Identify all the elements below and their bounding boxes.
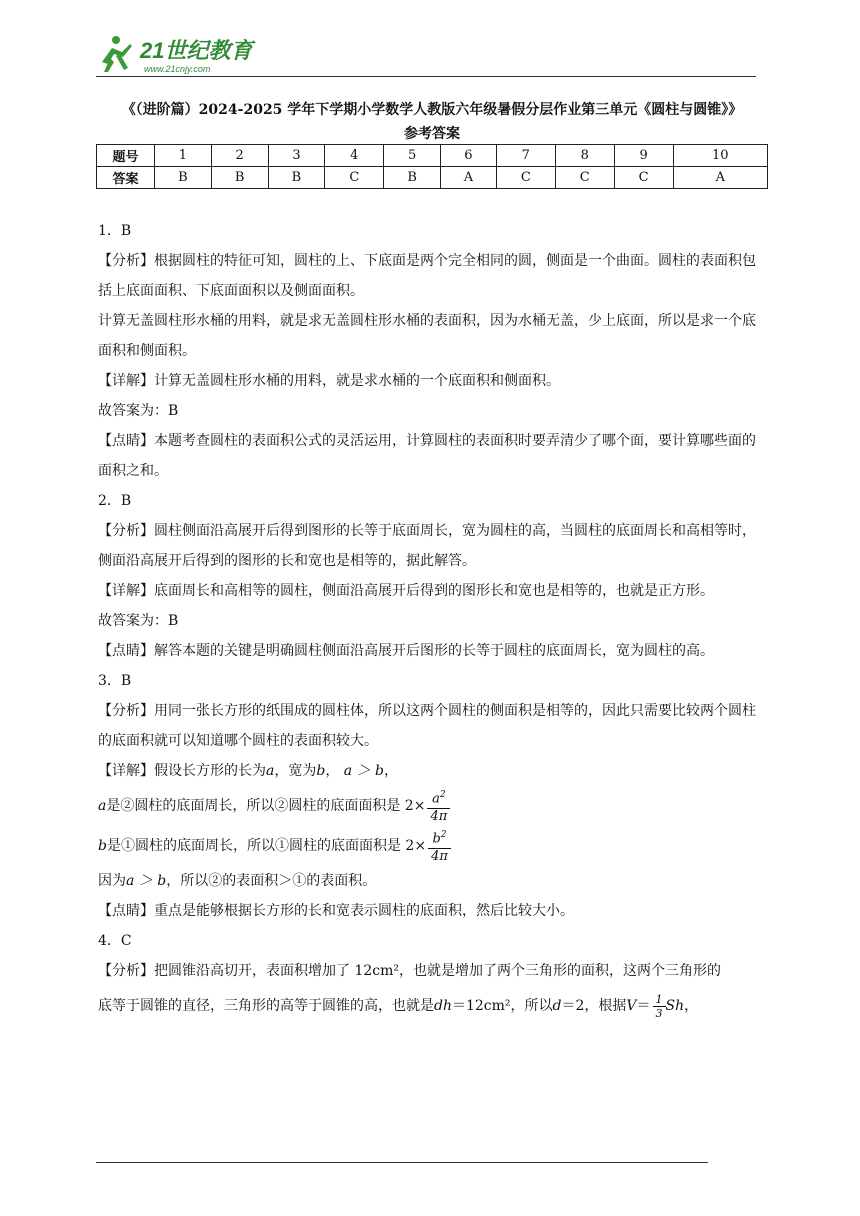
header-divider [96, 76, 756, 77]
table-row-numbers [97, 145, 768, 167]
table-header-cell: 答案 [97, 167, 155, 189]
table-cell: 8 [555, 145, 614, 167]
q3-line-a: a是②圆柱的底面周长，所以②圆柱的底面面积是 2× $\frac{a^2}{4\pi}$ [98, 786, 766, 826]
question-4-head: 4．C [98, 933, 132, 949]
table-cell: B [384, 167, 441, 189]
q1-detail: 【详解】计算无盖圆柱形水桶的用料，就是求水桶的一个底面积和侧面积。 [98, 373, 560, 389]
q2-answer: 故答案为：B [98, 613, 179, 629]
table-cell: C [496, 167, 555, 189]
table-cell: A [441, 167, 497, 189]
site-logo [96, 32, 266, 76]
document-title [96, 98, 768, 146]
table-cell: 10 [673, 145, 767, 167]
q3-comment: 【点睛】重点是能够根据长方形的长和宽表示圆柱的底面积，然后比较大小。 [98, 903, 574, 919]
q1-answer: 故答案为：B [98, 403, 179, 419]
svg-text:www.21cnjy.com: www.21cnjy.com [144, 64, 211, 74]
table-cell: 5 [384, 145, 441, 167]
q1-analysis-cont: 计算无盖圆柱形水桶的用料，就是求无盖圆柱形水桶的表面积，因为水桶无盖，少上底面，所以是求一个底面积和侧面积。 [98, 313, 756, 359]
q2-analysis: 【分析】圆柱侧面沿高展开后得到图形的长等于底面周长，宽为圆柱的高，当圆柱的底面周长和高相等时，侧面沿高展开后得到的图形的长和宽也是相等的，据此解答。 [98, 523, 756, 569]
table-header-cell: 题号 [97, 145, 155, 167]
table-cell: 7 [496, 145, 555, 167]
table-cell: B [211, 167, 268, 189]
q1-comment: 【点睛】本题考查圆柱的表面积公式的灵活运用，计算圆柱的表面积时要弄清少了哪个面，要计算哪些面的面积之和。 [98, 433, 756, 479]
answer-table [96, 144, 768, 189]
fraction: $\frac{b^2}{4\pi}$ [428, 827, 451, 864]
table-cell: C [555, 167, 614, 189]
fraction: $\frac{a^2}{4\pi}$ [427, 787, 450, 824]
table-cell: 6 [441, 145, 497, 167]
q3-line-b: b是①圆柱的底面周长，所以①圆柱的底面面积是 2× $\frac{b^2}{4\pi}$ [98, 826, 766, 866]
question-3-head: 3．B [98, 673, 132, 689]
table-cell: 1 [155, 145, 212, 167]
title-line-1: 《（进阶篇）2024-2025 学年下学期小学数学人教版六年级暑假分层作业第三单元《圆柱与圆锥》》 [121, 102, 743, 118]
footer-divider [96, 1162, 708, 1163]
question-2-head: 2．B [98, 493, 132, 509]
q4-analysis: 【分析】把圆锥沿高切开，表面积增加了 12cm²，也就是增加了两个三角形的面积，这两个三角形的 [98, 963, 721, 979]
q3-analysis: 【分析】用同一张长方形的纸围成的圆柱体，所以这两个圆柱的侧面积是相等的，因此只需要比较两个圆柱的底面积就可以知道哪个圆柱的表面积较大。 [98, 703, 756, 749]
table-cell: C [325, 167, 384, 189]
fraction: $\frac{1}{3}$ [653, 993, 666, 1020]
q1-analysis: 【分析】根据圆柱的特征可知，圆柱的上、下底面是两个完全相同的圆，侧面是一个曲面。圆柱的表面积包括上底面面积、下底面面积以及侧面面积。 [98, 253, 756, 299]
table-cell: B [268, 167, 325, 189]
page-header [96, 32, 756, 78]
answer-content [98, 216, 766, 1026]
title-line-2: 参考答案 [404, 126, 460, 142]
table-cell: 3 [268, 145, 325, 167]
table-cell: A [673, 167, 767, 189]
q3-because: 因为a ＞ b，所以②的表面积＞①的表面积。 [98, 873, 377, 889]
table-cell: 9 [614, 145, 673, 167]
table-cell: 4 [325, 145, 384, 167]
table-cell: 2 [211, 145, 268, 167]
svg-text:21世纪教育: 21世纪教育 [140, 38, 253, 63]
q3-detail: 【详解】假设长方形的长为a，宽为b， a ＞ b， [98, 763, 398, 779]
question-1-head: 1．B [98, 223, 132, 239]
q2-comment: 【点睛】解答本题的关键是明确圆柱侧面沿高展开后图形的长等于圆柱的底面周长，宽为圆柱的高。 [98, 643, 714, 659]
table-cell: C [614, 167, 673, 189]
q4-analysis-cont: 底等于圆锥的直径，三角形的高等于圆锥的高，也就是dh＝12cm²，所以d＝2，根据V＝ $\frac{1}{3}$ Sh， [98, 992, 699, 1020]
table-row-answers [97, 167, 768, 189]
q2-detail: 【详解】底面周长和高相等的圆柱，侧面沿高展开后得到的图形长和宽也是相等的，也就是正方形。 [98, 583, 714, 599]
table-cell: B [155, 167, 212, 189]
